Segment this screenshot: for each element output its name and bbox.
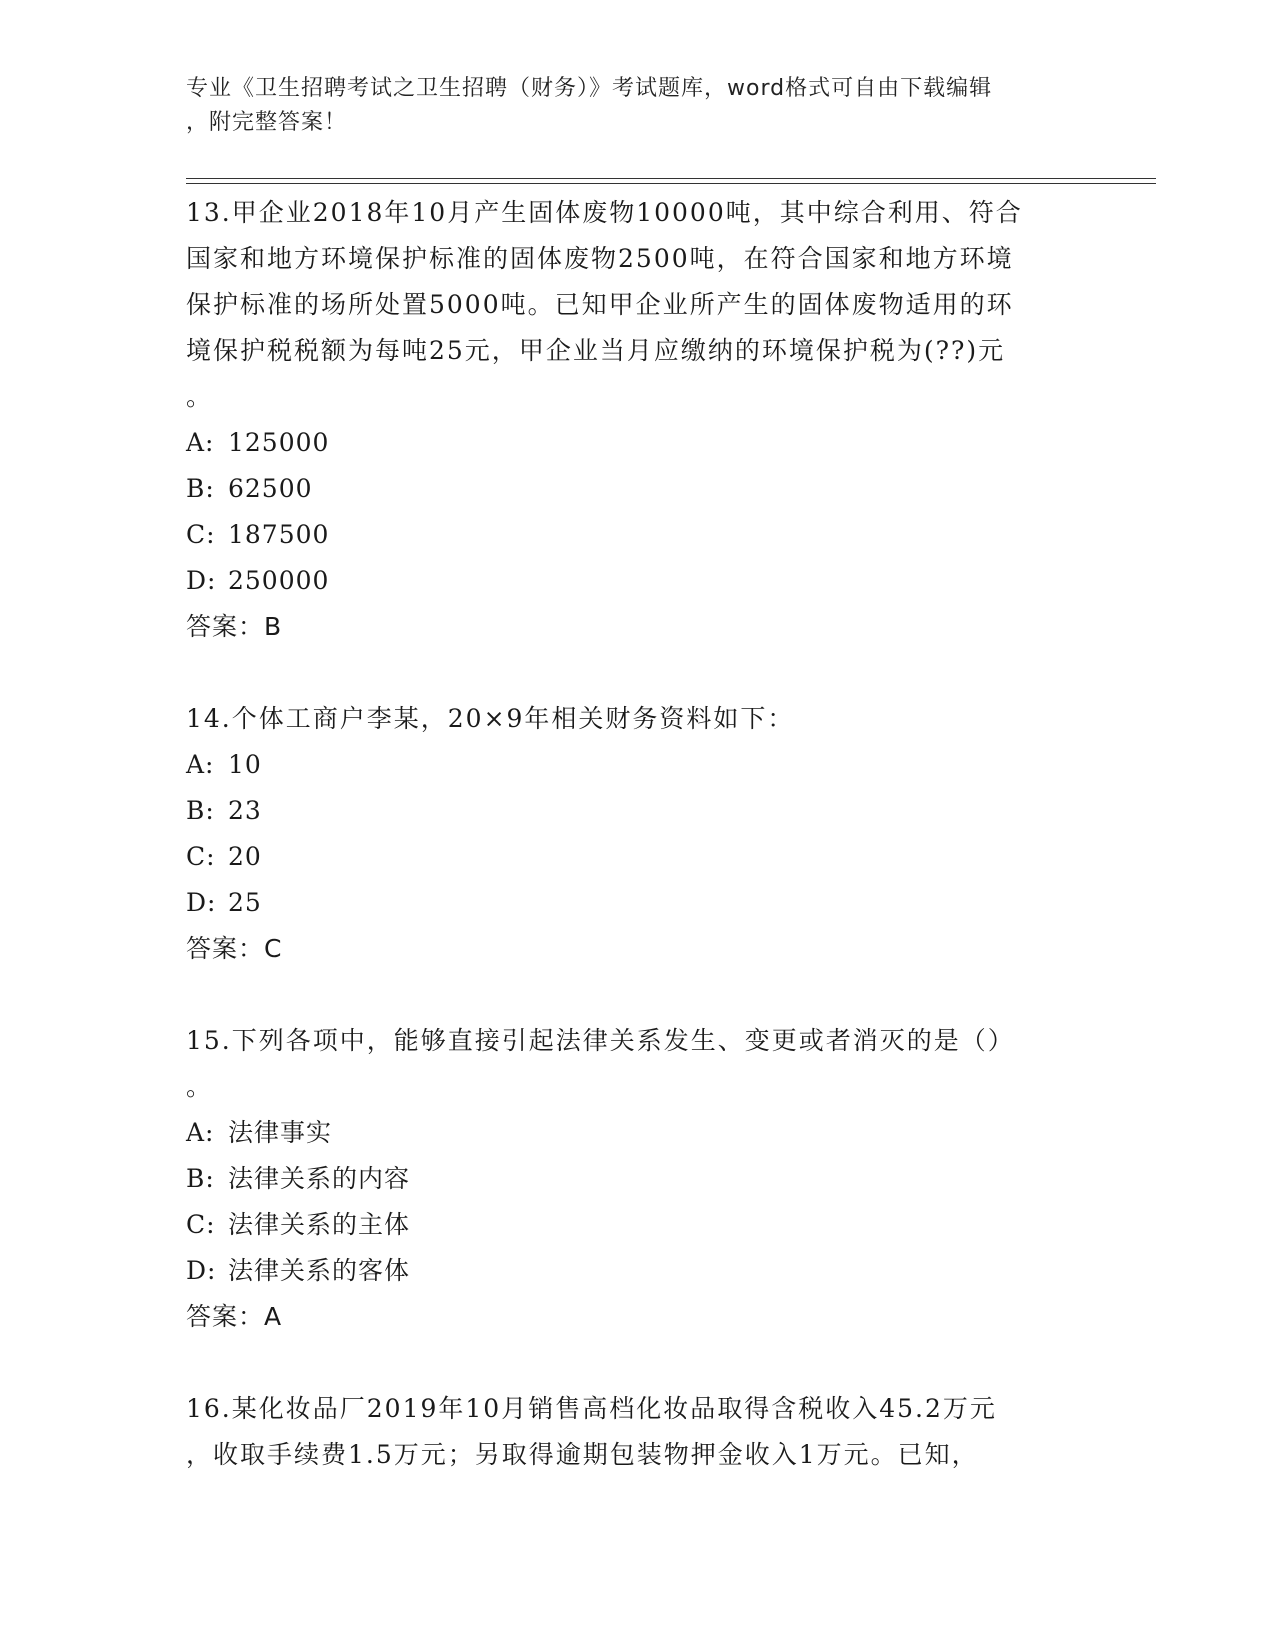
question-15: [186, 1018, 1066, 1340]
answer-line: 答案：C: [186, 934, 283, 963]
question-text-line: ，收取手续费1.5万元；另取得逾期包装物押金收入1万元。已知，: [186, 1440, 979, 1469]
option-b: [186, 788, 1066, 834]
question-spacer: [186, 1340, 1066, 1386]
header-line-2: ，附完整答案！: [186, 110, 348, 135]
question-spacer: [186, 650, 1066, 696]
question-text-line: 15.下列各项中，能够直接引起法律关系发生、变更或者消灭的是（）: [186, 1026, 1015, 1055]
option-key: C:: [186, 1210, 216, 1239]
question-text-line: 13.甲企业2018年10月产生固体废物10000吨，其中综合利用、符合: [186, 198, 1023, 227]
question-text-line: 国家和地方环境保护标准的固体废物2500吨，在符合国家和地方环境: [186, 244, 1014, 273]
question-spacer: [186, 972, 1066, 1018]
option-text: 62500: [228, 474, 313, 503]
question-text-line: 。: [186, 382, 214, 411]
answer-line: 答案：A: [186, 1302, 283, 1331]
document-header: [186, 72, 1066, 140]
option-text: 法律事实: [228, 1118, 333, 1147]
option-key: A:: [186, 750, 215, 779]
option-text: 187500: [228, 520, 330, 549]
option-text: 法律关系的内容: [228, 1164, 411, 1193]
option-d: [186, 880, 1066, 926]
option-text: 23: [228, 796, 262, 825]
option-text: 20: [228, 842, 262, 871]
question-text-line: 14.个体工商户李某，20×9年相关财务资料如下：: [186, 704, 795, 733]
option-key: B:: [186, 474, 215, 503]
question-13: [186, 190, 1066, 650]
option-b: [186, 1156, 1066, 1202]
option-key: C:: [186, 842, 216, 871]
header-divider-bottom: [186, 183, 1156, 184]
option-c: [186, 512, 1066, 558]
question-text-line: 16.某化妆品厂2019年10月销售高档化妆品取得含税收入45.2万元: [186, 1394, 997, 1423]
option-key: A:: [186, 1118, 215, 1147]
question-text-line: 保护标准的场所处置5000吨。已知甲企业所产生的固体废物适用的环: [186, 290, 1014, 319]
header-line-1: 专业《卫生招聘考试之卫生招聘（财务）》考试题库，word格式可自由下载编辑: [186, 76, 993, 101]
option-a: [186, 420, 1066, 466]
question-14: [186, 696, 1066, 972]
option-d: [186, 558, 1066, 604]
option-key: B:: [186, 1164, 215, 1193]
answer-line: 答案：B: [186, 612, 283, 641]
option-text: 10: [228, 750, 262, 779]
option-text: 法律关系的客体: [228, 1256, 411, 1285]
option-a: [186, 1110, 1066, 1156]
header-divider-top: [186, 178, 1156, 179]
question-text-line: 境保护税税额为每吨25元，甲企业当月应缴纳的环境保护税为(??)元: [186, 336, 1006, 365]
option-a: [186, 742, 1066, 788]
option-key: B:: [186, 796, 215, 825]
option-key: D:: [186, 566, 217, 595]
option-text: 25: [228, 888, 262, 917]
question-16: [186, 1386, 1066, 1478]
option-key: D:: [186, 888, 217, 917]
option-text: 250000: [228, 566, 330, 595]
question-text-line: 。: [186, 1072, 214, 1101]
option-key: D:: [186, 1256, 217, 1285]
option-text: 125000: [228, 428, 330, 457]
option-c: [186, 834, 1066, 880]
option-b: [186, 466, 1066, 512]
option-key: A:: [186, 428, 215, 457]
option-d: [186, 1248, 1066, 1294]
question-list: [186, 190, 1066, 1478]
option-text: 法律关系的主体: [228, 1210, 411, 1239]
option-c: [186, 1202, 1066, 1248]
option-key: C:: [186, 520, 216, 549]
